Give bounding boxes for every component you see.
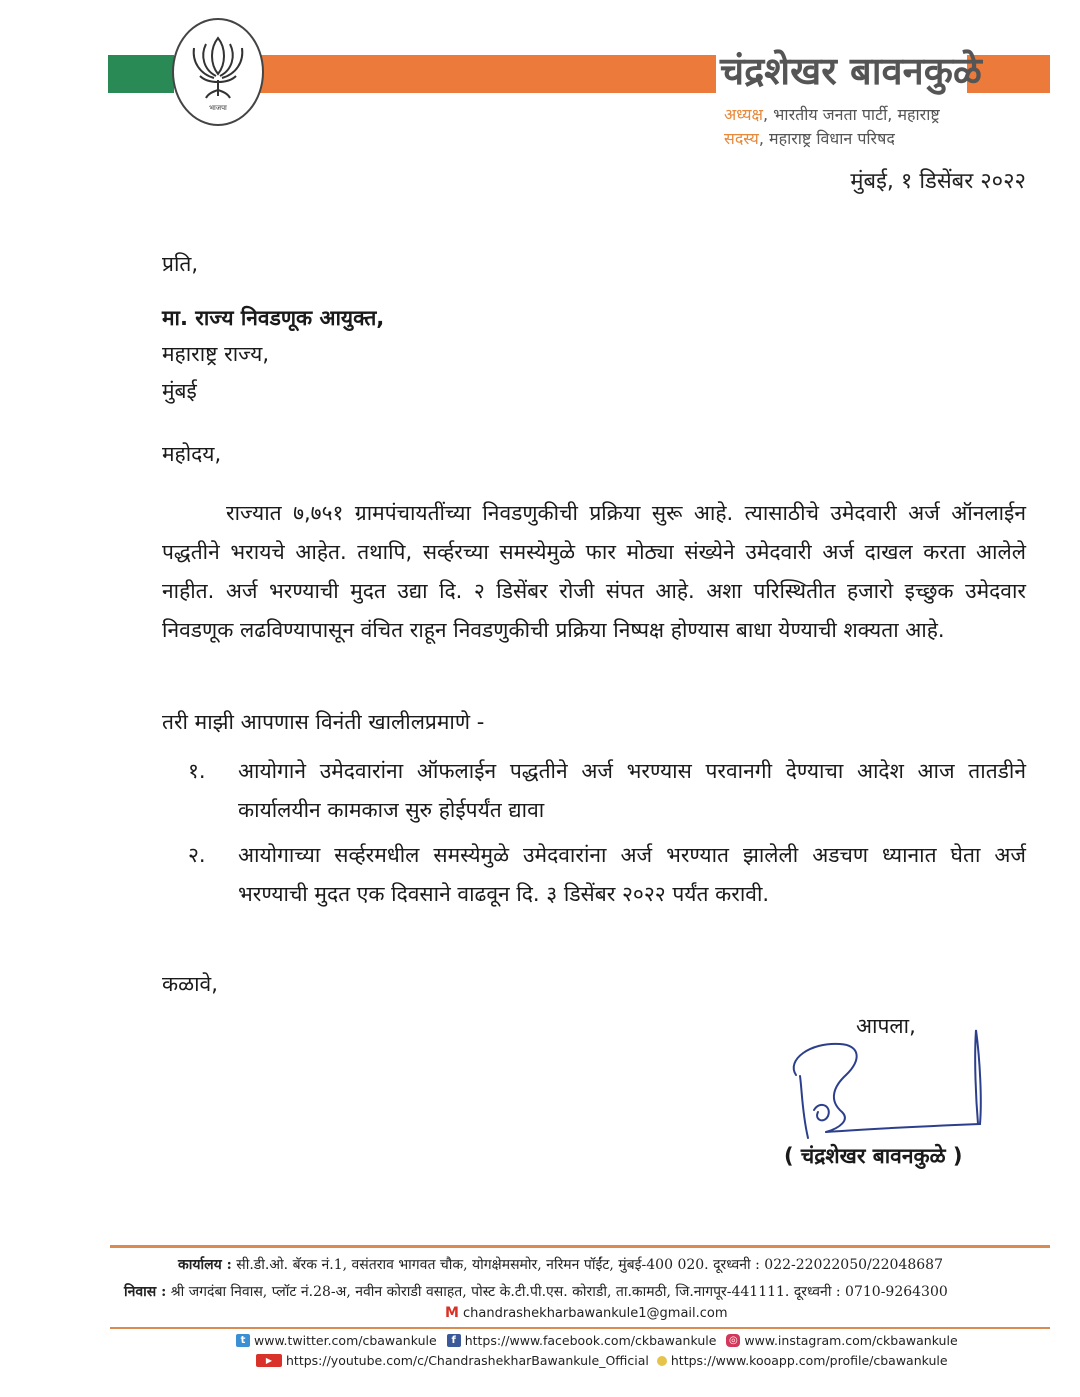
greeting: महोदय,: [162, 442, 222, 466]
gmail-icon: M: [445, 1305, 459, 1321]
salutation-to: प्रति,: [162, 252, 199, 276]
recipient-line-2: महाराष्ट्र राज्य,: [162, 342, 270, 366]
footer-divider-bottom: [110, 1327, 1050, 1329]
designation-label: सदस्य: [724, 129, 759, 148]
office-text: सी.डी.ओ. बॅरक नं.1, वसंतराव भागवत चौक, योगक्षेमसमोर, नरिमन पॉईंट, मुंबई-400 020. दूरध्वनी : 022-22022050/22048687: [236, 1257, 943, 1273]
body-paragraph: राज्यात ७,७५१ ग्रामपंचायतींच्या निवडणुकीची प्रक्रिया सुरू आहे. त्यासाठीचे उमेदवारी अर्ज ऑनलाईन पद्धतीने भरायचे आहेत. तथापि, सर्व्हरच्या समस्येमुळे फार मोठ्या संख्येने उमेदवारी अर्ज दाखल करता आलेले नाहीत. अर्ज भरण्याची मुदत उद्या दि. २ डिसेंबर रोजी संपत आहे. अशा परिस्थितीत हजारो इच्छुक उमेदवार निवडणूक लढविण्यापासून वंचित राहून निवडणुकीची प्रक्रिया निष्पक्ष होण्यास बाधा येण्याची शक्यता आहे.: [162, 501, 1026, 642]
request-intro: तरी माझी आपणास विनंती खालीलप्रमाणे -: [162, 710, 485, 734]
instagram-icon: ◎: [726, 1334, 740, 1347]
designation-text: , भारतीय जनता पार्टी, महाराष्ट्र: [763, 105, 940, 124]
request-text: आयोगाच्या सर्व्हरमधील समस्येमुळे उमेदवारांना अर्ज भरण्यात झालेली अडचण ध्यानात घेता अर्ज भरण्याची मुदत एक दिवसाने वाढवून दि. ३ डिसेंबर २०२२ पर्यंत करावी.: [238, 843, 1026, 906]
letterhead-name: चंद्रशेखर बावनकुळे: [720, 49, 982, 93]
footer-residence-address: [124, 1282, 948, 1301]
bjp-lotus-logo: [172, 18, 264, 126]
designation-label: अध्यक्ष: [724, 105, 763, 124]
letter-date: मुंबई, १ डिसेंबर २०२२: [850, 169, 1026, 194]
request-text: आयोगाने उमेदवारांना ऑफलाईन पद्धतीने अर्ज भरण्यास परवानगी देण्याचा आदेश आज तातडीने कार्यालयीन कामकाज सुरु होईपर्यंत द्यावा: [238, 759, 1026, 822]
email-link[interactable]: chandrashekharbawankule1@gmail.com: [463, 1306, 728, 1321]
recipient-line-3: मुंबई: [162, 379, 197, 403]
recipient-title: मा. राज्य निवडणूक आयुक्त,: [162, 306, 385, 330]
office-label: कार्यालय :: [178, 1257, 232, 1273]
request-number: १.: [188, 759, 206, 783]
request-number: २.: [188, 843, 206, 867]
footer-social-row-2: [256, 1353, 948, 1368]
twitter-link[interactable]: www.twitter.com/cbawankule: [254, 1333, 437, 1348]
letterhead-designation-2: [724, 127, 895, 149]
facebook-link[interactable]: https://www.facebook.com/ckbawankule: [464, 1333, 717, 1348]
instagram-link[interactable]: www.instagram.com/ckbawankule: [744, 1333, 958, 1348]
request-item: [162, 752, 1026, 830]
koo-icon: [657, 1356, 667, 1366]
letterhead-green-bar: [108, 55, 174, 93]
designation-text: , महाराष्ट्र विधान परिषद: [758, 129, 895, 148]
youtube-icon: ▶: [256, 1354, 282, 1367]
handwritten-signature: [780, 1020, 990, 1140]
twitter-icon: t: [236, 1334, 250, 1347]
facebook-icon: f: [447, 1334, 461, 1347]
svg-text:भाजपा: भाजपा: [209, 104, 227, 112]
koo-link[interactable]: https://www.kooapp.com/profile/cbawankule: [670, 1353, 948, 1368]
footer-divider-top: [110, 1245, 1050, 1248]
lotus-icon: [186, 30, 250, 114]
footer-email[interactable]: [444, 1306, 728, 1321]
signoff: आपला,: [856, 1014, 916, 1038]
footer-social-row-1: [236, 1333, 958, 1348]
residence-text: श्री जगदंबा निवास, प्लॉट नं.28-अ, नवीन कोराडी वसाहत, पोस्ट के.टी.पी.एस. कोराडी, ता.कामठी, जि.नागपूर-441111. दूरध्वनी : 0710-9264300: [170, 1284, 948, 1300]
letterhead-designation-1: [724, 103, 940, 125]
closing: कळावे,: [162, 972, 218, 996]
letterhead-orange-bar: [194, 55, 716, 93]
signatory-name: ( चंद्रशेखर बावनकुळे ): [784, 1144, 963, 1168]
residence-label: निवास :: [124, 1284, 167, 1300]
footer-office-address: [178, 1255, 943, 1274]
youtube-link[interactable]: https://youtube.com/c/ChandrashekharBawankule_Official: [286, 1353, 649, 1368]
request-item: [162, 836, 1026, 914]
request-list: [162, 752, 1026, 920]
